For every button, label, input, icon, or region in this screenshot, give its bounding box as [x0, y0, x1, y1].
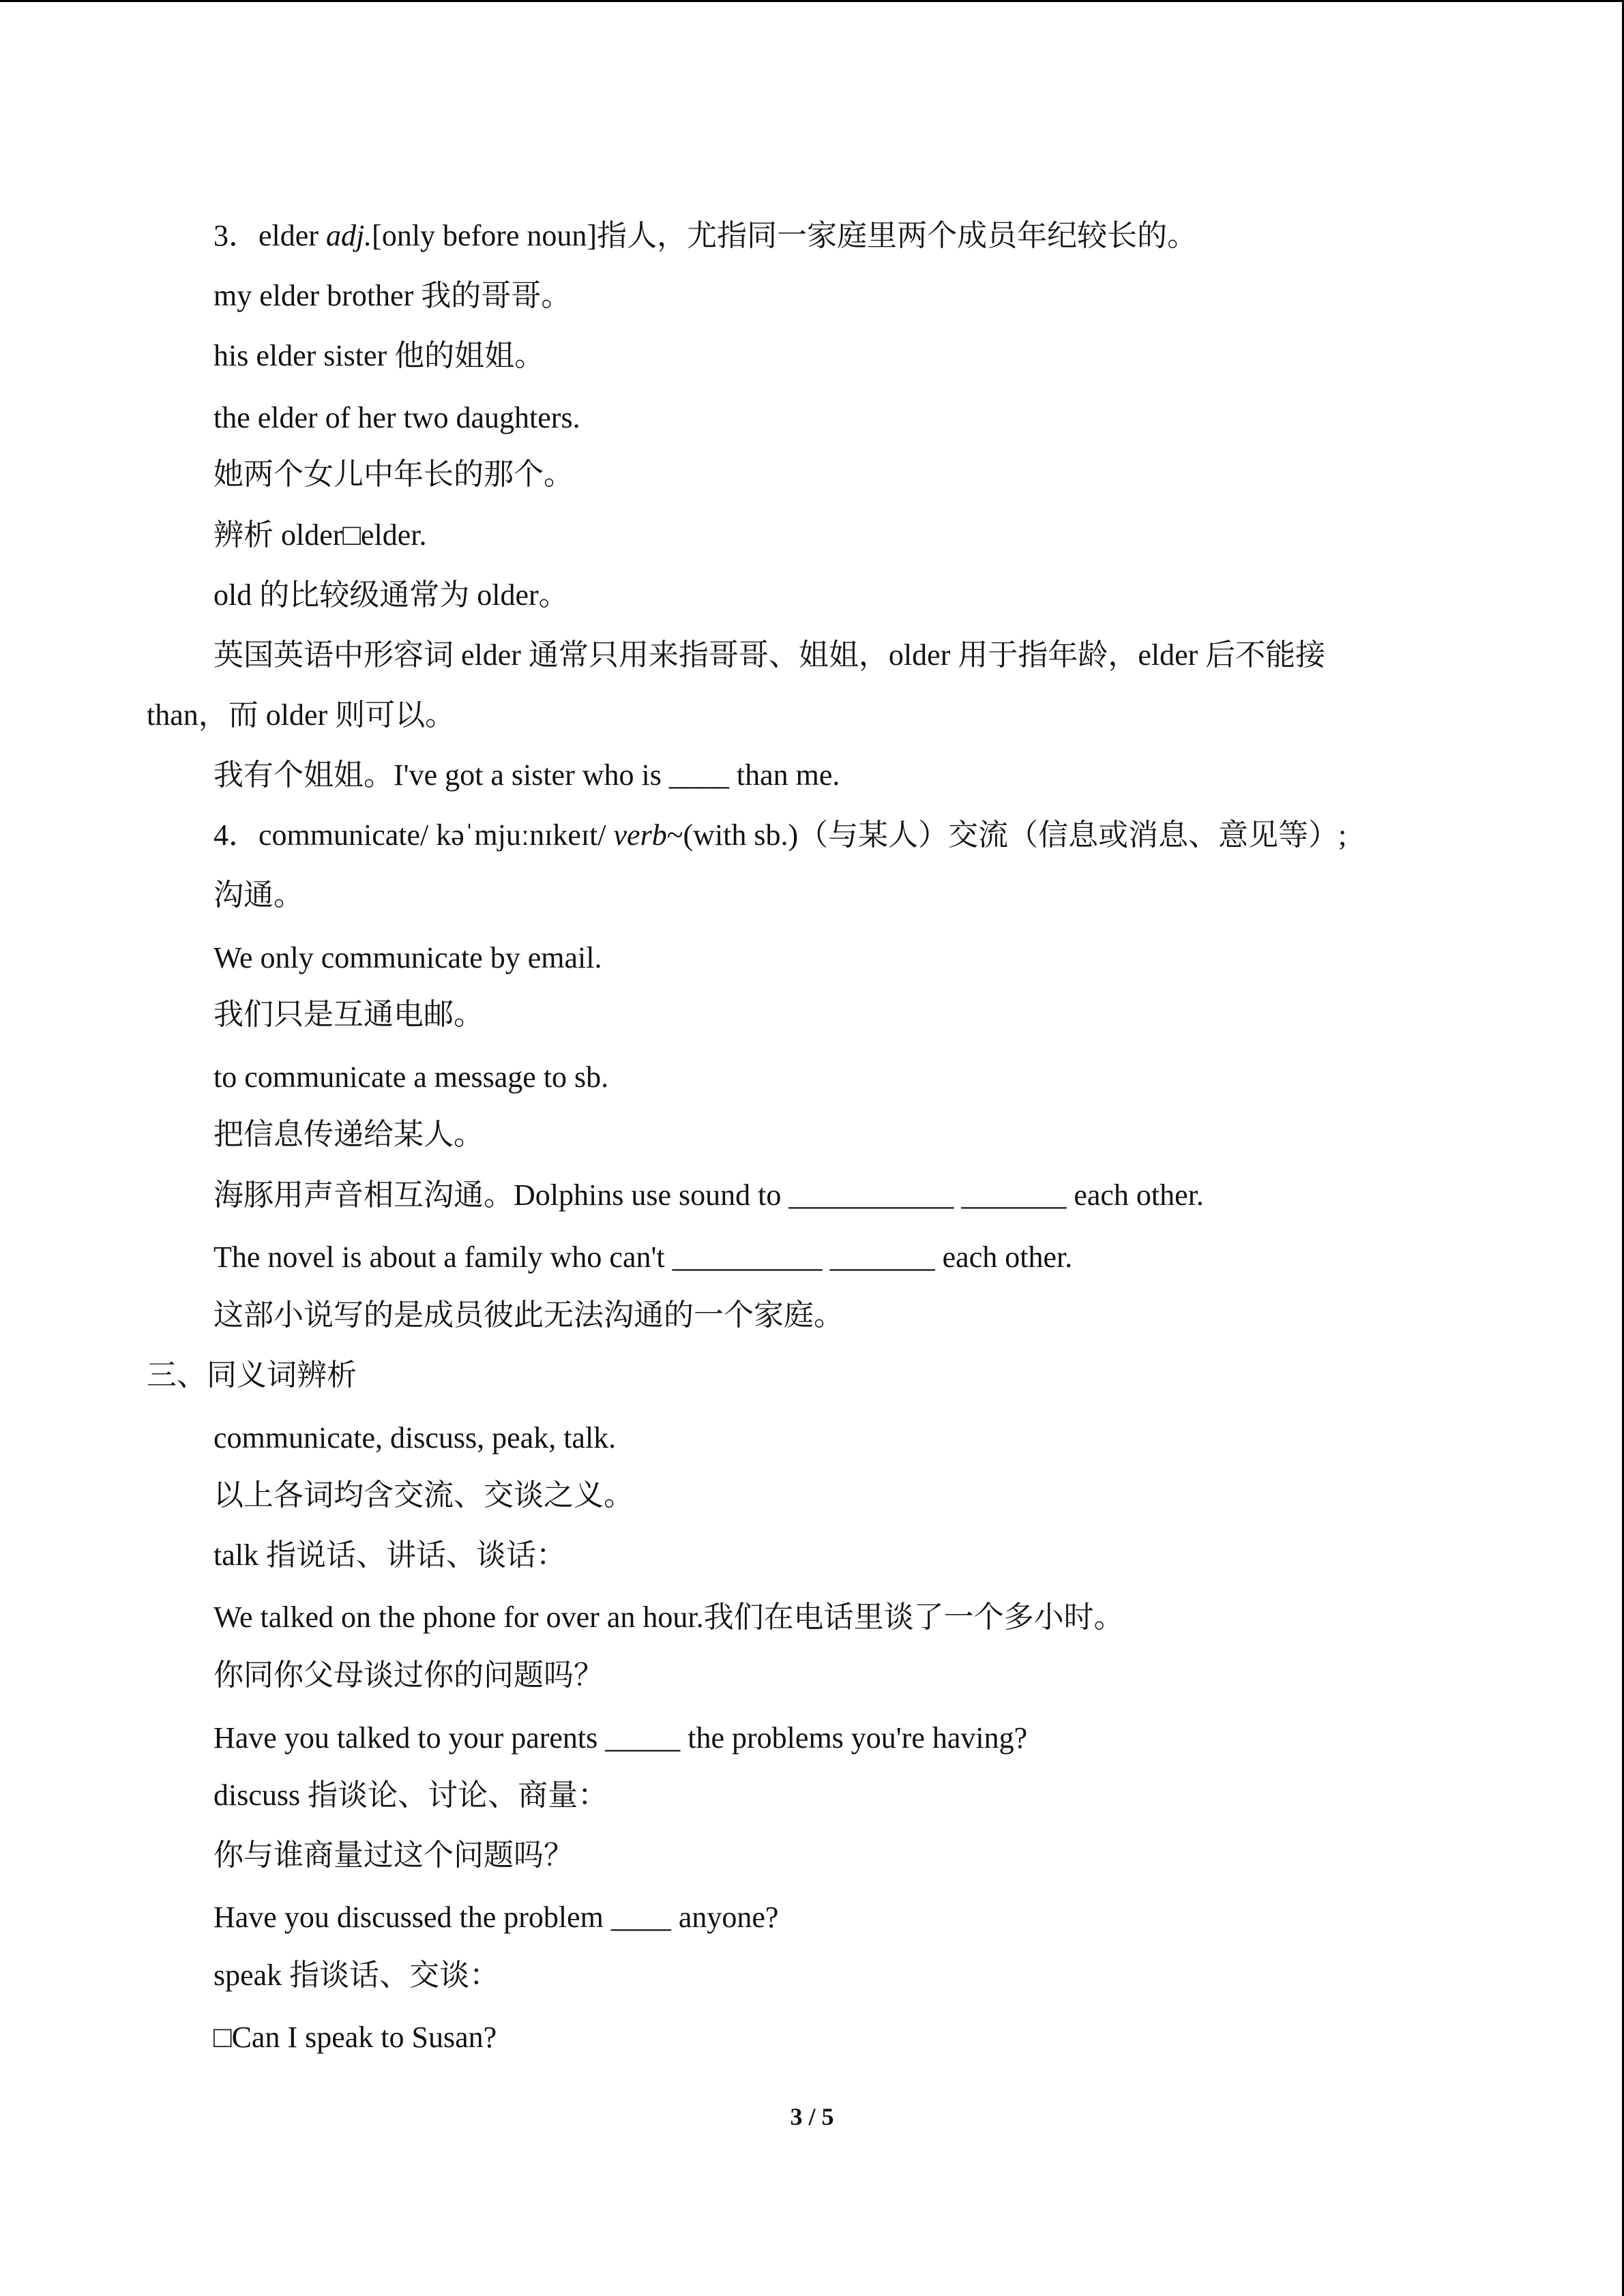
exercise-line: 我有个姐姐。I've got a sister who is ____ than me.: [213, 758, 840, 792]
example-line: We only communicate by email.: [213, 941, 602, 974]
talk-definition: talk 指说话、讲话、谈话：: [213, 1538, 566, 1572]
exercise-question: 你同你父母谈过你的问题吗？: [213, 1658, 604, 1692]
synonym-list: communicate, discuss, peak, talk.: [213, 1421, 617, 1455]
exercise-line: Have you discussed the problem ____ anyone?: [213, 1900, 779, 1934]
analysis-line: old 的比较级通常为 older。: [213, 578, 569, 612]
example-line: We talked on the phone for over an hour.我们在电话里谈了一个多小时。: [213, 1600, 1124, 1634]
item-3-heading: [213, 217, 1197, 255]
discuss-definition: discuss 指谈论、讨论、商量：: [213, 1778, 608, 1812]
page-number: 3 / 5: [790, 2103, 834, 2130]
exercise-line: The novel is about a family who can't __________ _______ each other.: [213, 1240, 1073, 1274]
item-3-pos: adj.: [325, 219, 372, 252]
item-3-word: 3．elder: [213, 219, 326, 252]
analysis-heading: 辨析 older□elder.: [213, 518, 427, 552]
item-4-pos: verb: [613, 818, 667, 852]
section-heading: 三、同义词辨析: [147, 1358, 357, 1392]
translation-line: 我们只是互通电邮。: [213, 998, 484, 1031]
item-4-definition: ~(with sb.)（与某人）交流（信息或消息、意见等）;: [666, 818, 1347, 852]
definition-continued: 沟通。: [213, 878, 304, 912]
analysis-line: 英国英语中形容词 elder 通常只用来指哥哥、姐姐，older 用于指年龄，elder 后不能接: [213, 638, 1326, 672]
example-line: □Can I speak to Susan?: [213, 2021, 497, 2054]
translation-line: 把信息传递给某人。: [213, 1118, 484, 1151]
translation-line: 这部小说写的是成员彼此无法沟通的一个家庭。: [213, 1298, 844, 1332]
translation-line: 她两个女儿中年长的那个。: [213, 458, 574, 491]
example-line: the elder of her two daughters.: [213, 401, 580, 434]
item-4-heading: [213, 816, 1346, 854]
exercise-line: Have you talked to your parents _____ the problems you're having?: [213, 1721, 1028, 1755]
exercise-line: 海豚用声音相互沟通。Dolphins use sound to ___________ _______ each other.: [213, 1178, 1204, 1212]
speak-definition: speak 指谈话、交谈：: [213, 1958, 500, 1992]
exercise-question: 你与谁商量过这个问题吗？: [213, 1838, 574, 1872]
analysis-line-continued: than，而 older 则可以。: [147, 698, 456, 732]
example-line: his elder sister 他的姐姐。: [213, 339, 545, 372]
item-4-word: 4．communicate/ kəˈmjuːnɪkeɪt/: [213, 818, 614, 852]
item-3-definition: [only before noun]指人，尤指同一家庭里两个成员年纪较长的。: [372, 219, 1198, 252]
example-line: to communicate a message to sb.: [213, 1060, 609, 1094]
synonym-summary: 以上各词均含交流、交谈之义。: [213, 1478, 634, 1512]
example-line: my elder brother 我的哥哥。: [213, 279, 572, 312]
